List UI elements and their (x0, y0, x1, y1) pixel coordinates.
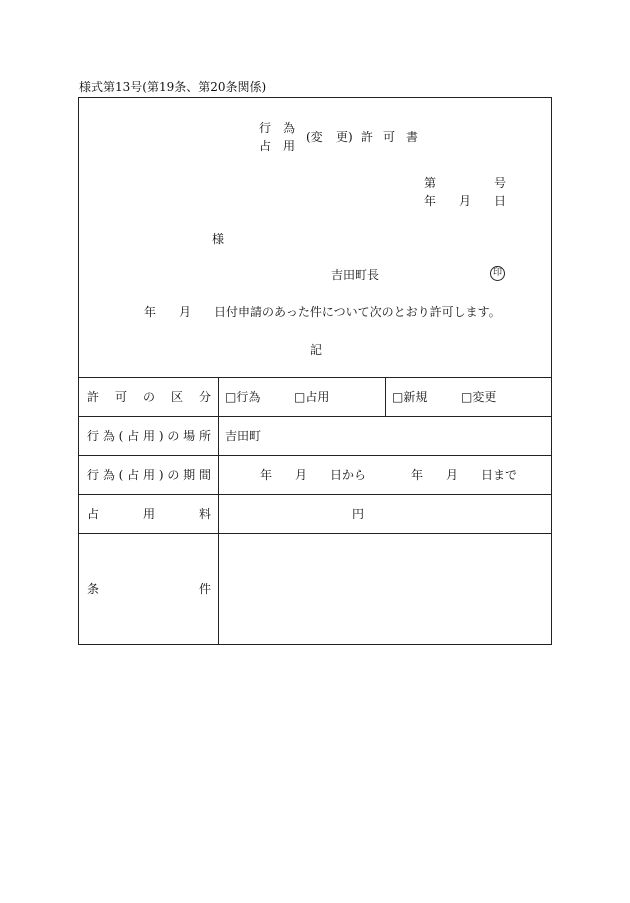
kikan-to-year[interactable]: 年 (411, 468, 424, 482)
label-char: 為 (102, 468, 115, 482)
label-char: 行 (87, 429, 100, 443)
kikan-from-day[interactable]: 日から (330, 468, 367, 482)
label-char: 用 (142, 429, 155, 443)
row-label-kikan (87, 468, 211, 482)
ki-label: 記 (310, 343, 323, 357)
issuer-name: 吉田町長 (331, 268, 380, 282)
title-yo: 用 (283, 139, 296, 153)
kubun-split-divider (385, 377, 386, 416)
label-char: 料 (198, 507, 211, 521)
label-column-divider (218, 377, 219, 645)
label-char: 件 (198, 582, 211, 596)
label-char: 許 (87, 390, 100, 404)
label-char: 所 (198, 429, 211, 443)
label-char: 期 (183, 468, 196, 482)
row-label-basho (87, 429, 211, 443)
checkbox-gyoi[interactable]: □行為 (225, 390, 261, 404)
checkbox-senyo[interactable]: □占用 (294, 390, 330, 404)
label-char: ) (158, 429, 164, 443)
row-label-ryo (87, 507, 211, 521)
statement-year: 年 (144, 305, 157, 319)
label-char: の (167, 468, 180, 482)
label-char: 間 (198, 468, 211, 482)
label-char: 為 (102, 429, 115, 443)
row-divider (78, 455, 552, 456)
title-sen: 占 (259, 139, 272, 153)
joken-value-area[interactable] (222, 537, 548, 641)
label-char: ( (118, 429, 124, 443)
row-label-joken (87, 582, 211, 596)
label-char: の (167, 429, 180, 443)
title-gyo: 行 (259, 121, 272, 135)
label-char: 占 (87, 507, 100, 521)
doc-number-go: 号 (494, 176, 507, 190)
kikan-to-day[interactable]: 日まで (481, 468, 518, 482)
checkbox-shinki[interactable]: □新規 (392, 390, 428, 404)
title-ki: 許 (361, 130, 374, 144)
label-char: 場 (183, 429, 196, 443)
statement-month: 月 (179, 305, 192, 319)
label-char: 占 (127, 468, 140, 482)
label-char: 用 (142, 507, 155, 521)
row-divider (78, 494, 552, 495)
doc-date-year: 年 (424, 194, 437, 208)
row-divider (78, 533, 552, 534)
row-label-kubun (87, 390, 211, 404)
label-char: の (142, 390, 155, 404)
doc-date-day: 日 (494, 194, 507, 208)
title-sho: 書 (406, 130, 419, 144)
table-top-rule (78, 377, 552, 378)
doc-number-dai: 第 (424, 176, 437, 190)
label-char: 区 (170, 390, 183, 404)
label-char: 用 (142, 468, 155, 482)
addressee-suffix: 様 (212, 232, 225, 246)
label-char: 可 (114, 390, 127, 404)
title-ka: 可 (383, 130, 396, 144)
title-henkou-open: (変 (306, 130, 323, 144)
kikan-from-year[interactable]: 年 (260, 468, 273, 482)
label-char: ) (158, 468, 164, 482)
label-char: 分 (198, 390, 211, 404)
row-divider (78, 416, 552, 417)
label-char: 条 (87, 582, 100, 596)
statement-text: 日付申請のあった件について次のとおり許可します。 (214, 305, 501, 319)
label-char: ( (118, 468, 124, 482)
title-i: 為 (283, 121, 296, 135)
ryo-unit[interactable]: 円 (352, 507, 365, 521)
checkbox-henkou[interactable]: □変更 (461, 390, 497, 404)
basho-value[interactable]: 吉田町 (225, 429, 262, 443)
label-char: 行 (87, 468, 100, 482)
label-char: 占 (127, 429, 140, 443)
seal-mark: 印 (490, 266, 505, 281)
title-henkou-close: 更) (336, 130, 353, 144)
doc-date-month: 月 (459, 194, 472, 208)
kikan-from-month[interactable]: 月 (295, 468, 308, 482)
form-header: 様式第13号(第19条、第20条関係) (79, 80, 267, 94)
kikan-to-month[interactable]: 月 (446, 468, 459, 482)
